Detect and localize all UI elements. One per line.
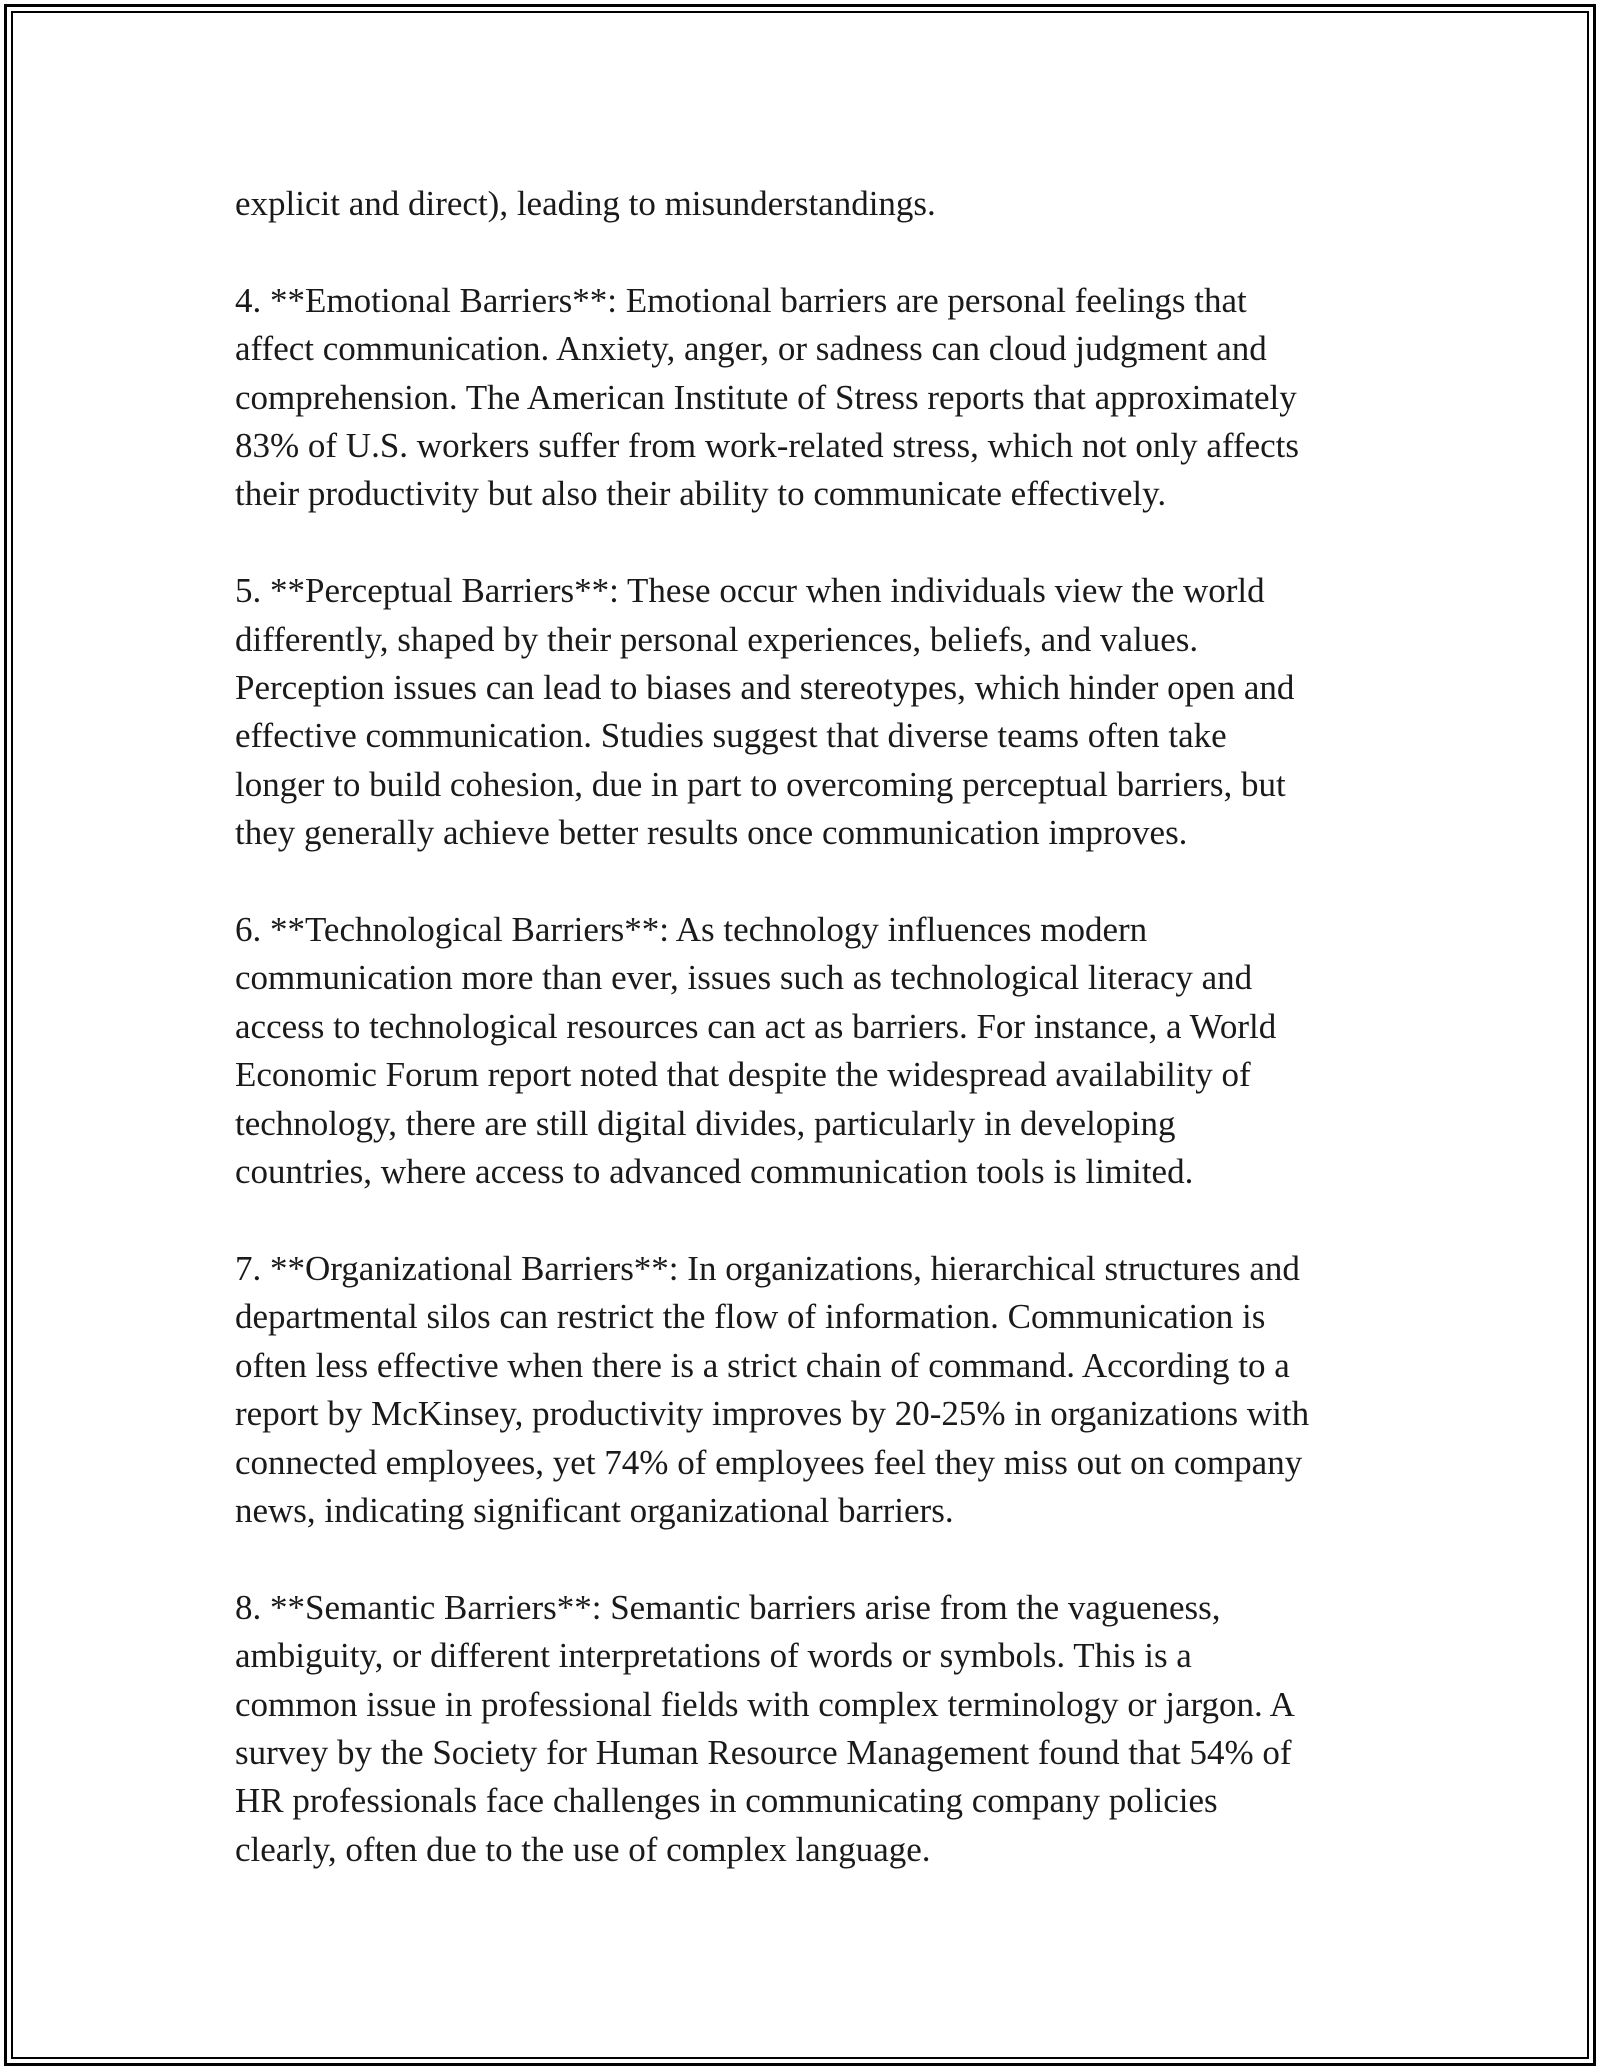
paragraph-emotional-barriers: 4. **Emotional Barriers**: Emotional barriers are personal feelings that affect communication. Anxiety, anger, or sadness can cloud judgment and comprehension. The American Institute of Stress reports that approximately 83% of U.S. workers suffer from work-related stress, which not only affects their productivity but also their ability to communicate effectively.: [235, 280, 1299, 514]
paragraph-organizational-barriers: 7. **Organizational Barriers**: In organizations, hierarchical structures and departmental silos can restrict the flow of information. Communication is often less effective when there is a strict chain of command. According to a report by McKinsey, productivity improves by 20-25% in organizations with connected employees, yet 74% of employees feel they miss out on company news, indicating significant organizational barriers.: [235, 1248, 1310, 1530]
paragraph-technological-barriers: 6. **Technological Barriers**: As technology influences modern communication more than ever, issues such as technological literacy and access to technological resources can act as barriers. For instance, a World Economic Forum report noted that despite the widespread availability of technology, there are still digital divides, particularly in developing countries, where access to advanced communication tools is limited.: [235, 910, 1277, 1192]
document-body: [235, 180, 1395, 1923]
paragraph-continuation: explicit and direct), leading to misunderstandings.: [235, 184, 936, 223]
paragraph-perceptual-barriers: 5. **Perceptual Barriers**: These occur when individuals view the world differently, shaped by their personal experiences, beliefs, and values. Perception issues can lead to biases and stereotypes, which hinder open and effective communication. Studies suggest that diverse teams often take longer to build cohesion, due in part to overcoming perceptual barriers, but they generally achieve better results once communication improves.: [235, 571, 1295, 853]
paragraph-semantic-barriers: 8. **Semantic Barriers**: Semantic barriers arise from the vagueness, ambiguity, or different interpretations of words or symbols. This is a common issue in professional fields with complex terminology or jargon. A survey by the Society for Human Resource Management found that 54% of HR professionals face challenges in communicating company policies clearly, often due to the use of complex language.: [235, 1587, 1295, 1869]
